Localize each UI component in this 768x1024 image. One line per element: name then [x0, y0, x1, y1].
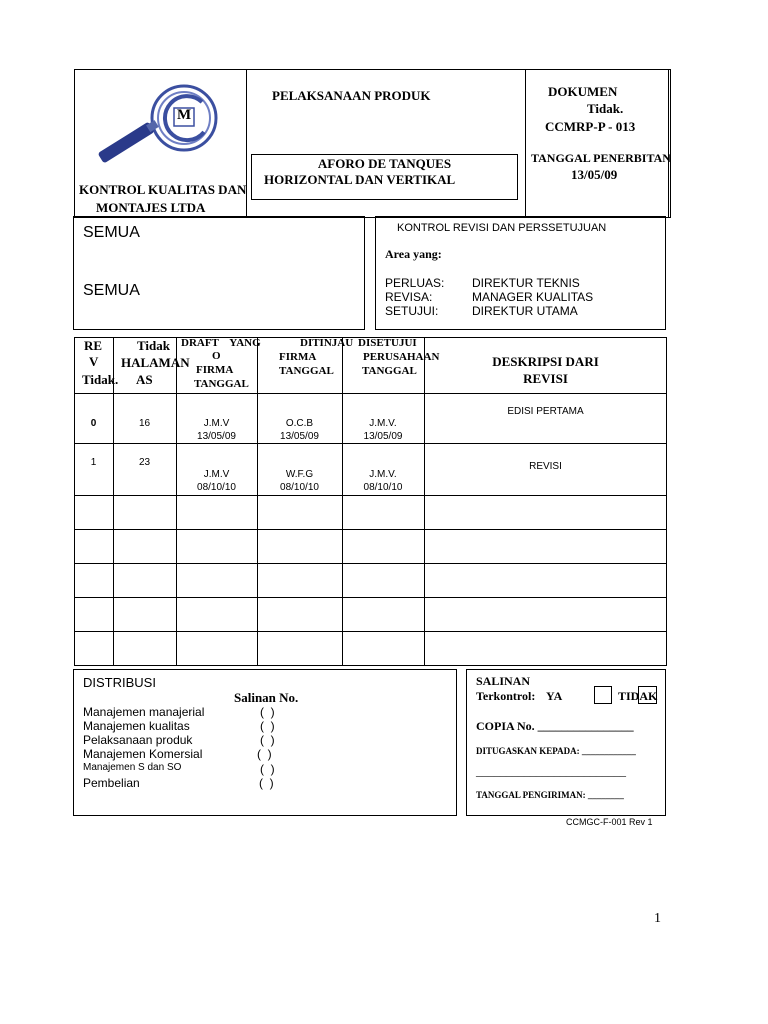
row-divider: [74, 393, 667, 394]
copy-title: SALINAN: [476, 674, 531, 688]
distribution-mark: ( ): [260, 719, 275, 733]
distribution-title: DISTRIBUSI: [83, 675, 156, 690]
approval-title: KONTROL REVISI DAN PERSSETUJUAN: [397, 222, 607, 234]
table-cell-draft-date: 13/05/09: [197, 431, 236, 442]
header-rev: Tidak.: [82, 372, 119, 387]
header-pages: HALAMAN: [121, 355, 190, 370]
process-title: PELAKSANAAN PRODUK: [272, 88, 431, 103]
header-approve: TANGGAL: [362, 365, 417, 377]
header-pages: AS: [136, 372, 153, 387]
approval-person: DIREKTUR TEKNIS: [472, 276, 580, 290]
header-draft: DRAFT YANG: [181, 337, 261, 349]
table-cell-approve-date: 13/05/09: [363, 431, 403, 442]
header-review: FIRMA: [279, 351, 317, 363]
form-code: CCMGC-F-001 Rev 1: [566, 817, 653, 827]
table-cell-draft-name: J.M.V: [203, 418, 230, 429]
issue-date: 13/05/09: [571, 167, 618, 182]
assigned-to-field[interactable]: DITUGASKAN KEPADA: ____________: [476, 746, 636, 756]
approval-role: SETUJUI:: [385, 304, 439, 318]
approval-role: REVISA:: [385, 290, 433, 304]
page-number: 1: [654, 911, 661, 926]
col-divider: [257, 337, 258, 666]
distribution-item: Pembelian: [83, 776, 140, 790]
table-cell-review-name: W.F.G: [285, 469, 314, 480]
header-rev: V: [89, 354, 99, 369]
header-approve: DISETUJUI: [358, 337, 417, 349]
table-cell-rev: 0: [90, 418, 97, 429]
yes-label: YA: [546, 689, 563, 703]
table-cell-approve-name: J.M.V.: [369, 469, 397, 480]
row-divider: [74, 631, 667, 632]
distribution-mark: ( ): [260, 762, 275, 776]
table-cell-pages: 23: [138, 457, 151, 468]
distribution-item: Manajemen manajerial: [83, 705, 205, 719]
table-cell-approve-date: 08/10/10: [363, 482, 403, 493]
table-cell-approve-name: J.M.V.: [369, 418, 397, 429]
copy-number-field[interactable]: COPIA No. ________________: [476, 719, 634, 733]
header-draft: TANGGAL: [194, 378, 249, 390]
header-pages: Tidak: [137, 338, 171, 353]
copy-number-label: Salinan No.: [234, 690, 299, 705]
table-cell-rev: 1: [90, 457, 97, 468]
approval-person: MANAGER KUALITAS: [472, 290, 594, 304]
header-review: DITINJAU: [300, 337, 354, 349]
yes-checkbox[interactable]: [594, 686, 612, 704]
header-rev: RE: [84, 338, 103, 353]
assigned-to-line: _________________________: [476, 764, 626, 778]
table-cell-description: REVISI: [529, 461, 562, 472]
distribution-item: Manajemen S dan SO: [83, 762, 182, 773]
approval-area-label: Area yang:: [385, 247, 442, 261]
row-divider: [74, 597, 667, 598]
no-checkbox[interactable]: [638, 686, 657, 704]
col-divider: [342, 337, 343, 666]
row-divider: [74, 443, 667, 444]
row-divider: [74, 563, 667, 564]
header-right-edge: [668, 70, 669, 217]
company-name-line1: KONTROL KUALITAS DAN: [79, 182, 247, 197]
header-draft: O: [212, 350, 221, 362]
table-cell-draft-name: J.M.V: [203, 469, 230, 480]
distribution-item: Manajemen Komersial: [83, 747, 203, 761]
no-label: TIDAK: [618, 689, 658, 703]
table-cell-review-name: O.C.B: [285, 418, 314, 429]
header-approve: PERUSAHAAN: [363, 351, 440, 363]
area-line2: SEMUA: [83, 282, 140, 299]
table-cell-draft-date: 08/10/10: [197, 482, 236, 493]
approval-role: PERLUAS:: [385, 276, 445, 290]
send-date-field[interactable]: TANGGAL PENGIRIMAN: ________: [476, 790, 624, 800]
distribution-mark: ( ): [259, 776, 274, 790]
header-draft: FIRMA: [196, 364, 234, 376]
issue-date-label: TANGGAL PENERBITAN: [531, 151, 671, 165]
header-divider-right: [525, 69, 526, 218]
header-review: TANGGAL: [279, 365, 334, 377]
table-cell-description: EDISI PERTAMA: [507, 406, 584, 417]
company-name-line2: MONTAJES LTDA: [96, 200, 206, 215]
row-divider: [74, 529, 667, 530]
table-cell-review-date: 08/10/10: [280, 482, 319, 493]
document-number-label: Tidak.: [587, 101, 624, 116]
header-description: DESKRIPSI DARI: [492, 354, 599, 369]
table-cell-pages: 16: [138, 418, 151, 429]
distribution-mark: ( ): [260, 733, 275, 747]
approval-person: DIREKTUR UTAMA: [472, 304, 578, 318]
document-label: DOKUMEN: [548, 84, 618, 99]
header-description: REVISI: [523, 371, 568, 386]
distribution-item: Manajemen kualitas: [83, 719, 190, 733]
distribution-mark: ( ): [260, 705, 275, 719]
row-divider: [74, 495, 667, 496]
table-cell-review-date: 13/05/09: [280, 431, 319, 442]
document-title-line1: AFORO DE TANQUES: [317, 156, 452, 171]
distribution-mark: ( ): [257, 747, 272, 761]
controlled-label: Terkontrol:: [476, 689, 536, 703]
magnifier-logo-icon: [94, 80, 234, 170]
document-title-line2: HORIZONTAL DAN VERTIKAL: [264, 172, 456, 187]
document-code: CCMRP-P - 013: [545, 119, 636, 134]
col-divider: [176, 337, 177, 666]
logo-letter: M: [177, 107, 192, 123]
distribution-item: Pelaksanaan produk: [83, 733, 193, 747]
area-line1: SEMUA: [83, 224, 140, 241]
